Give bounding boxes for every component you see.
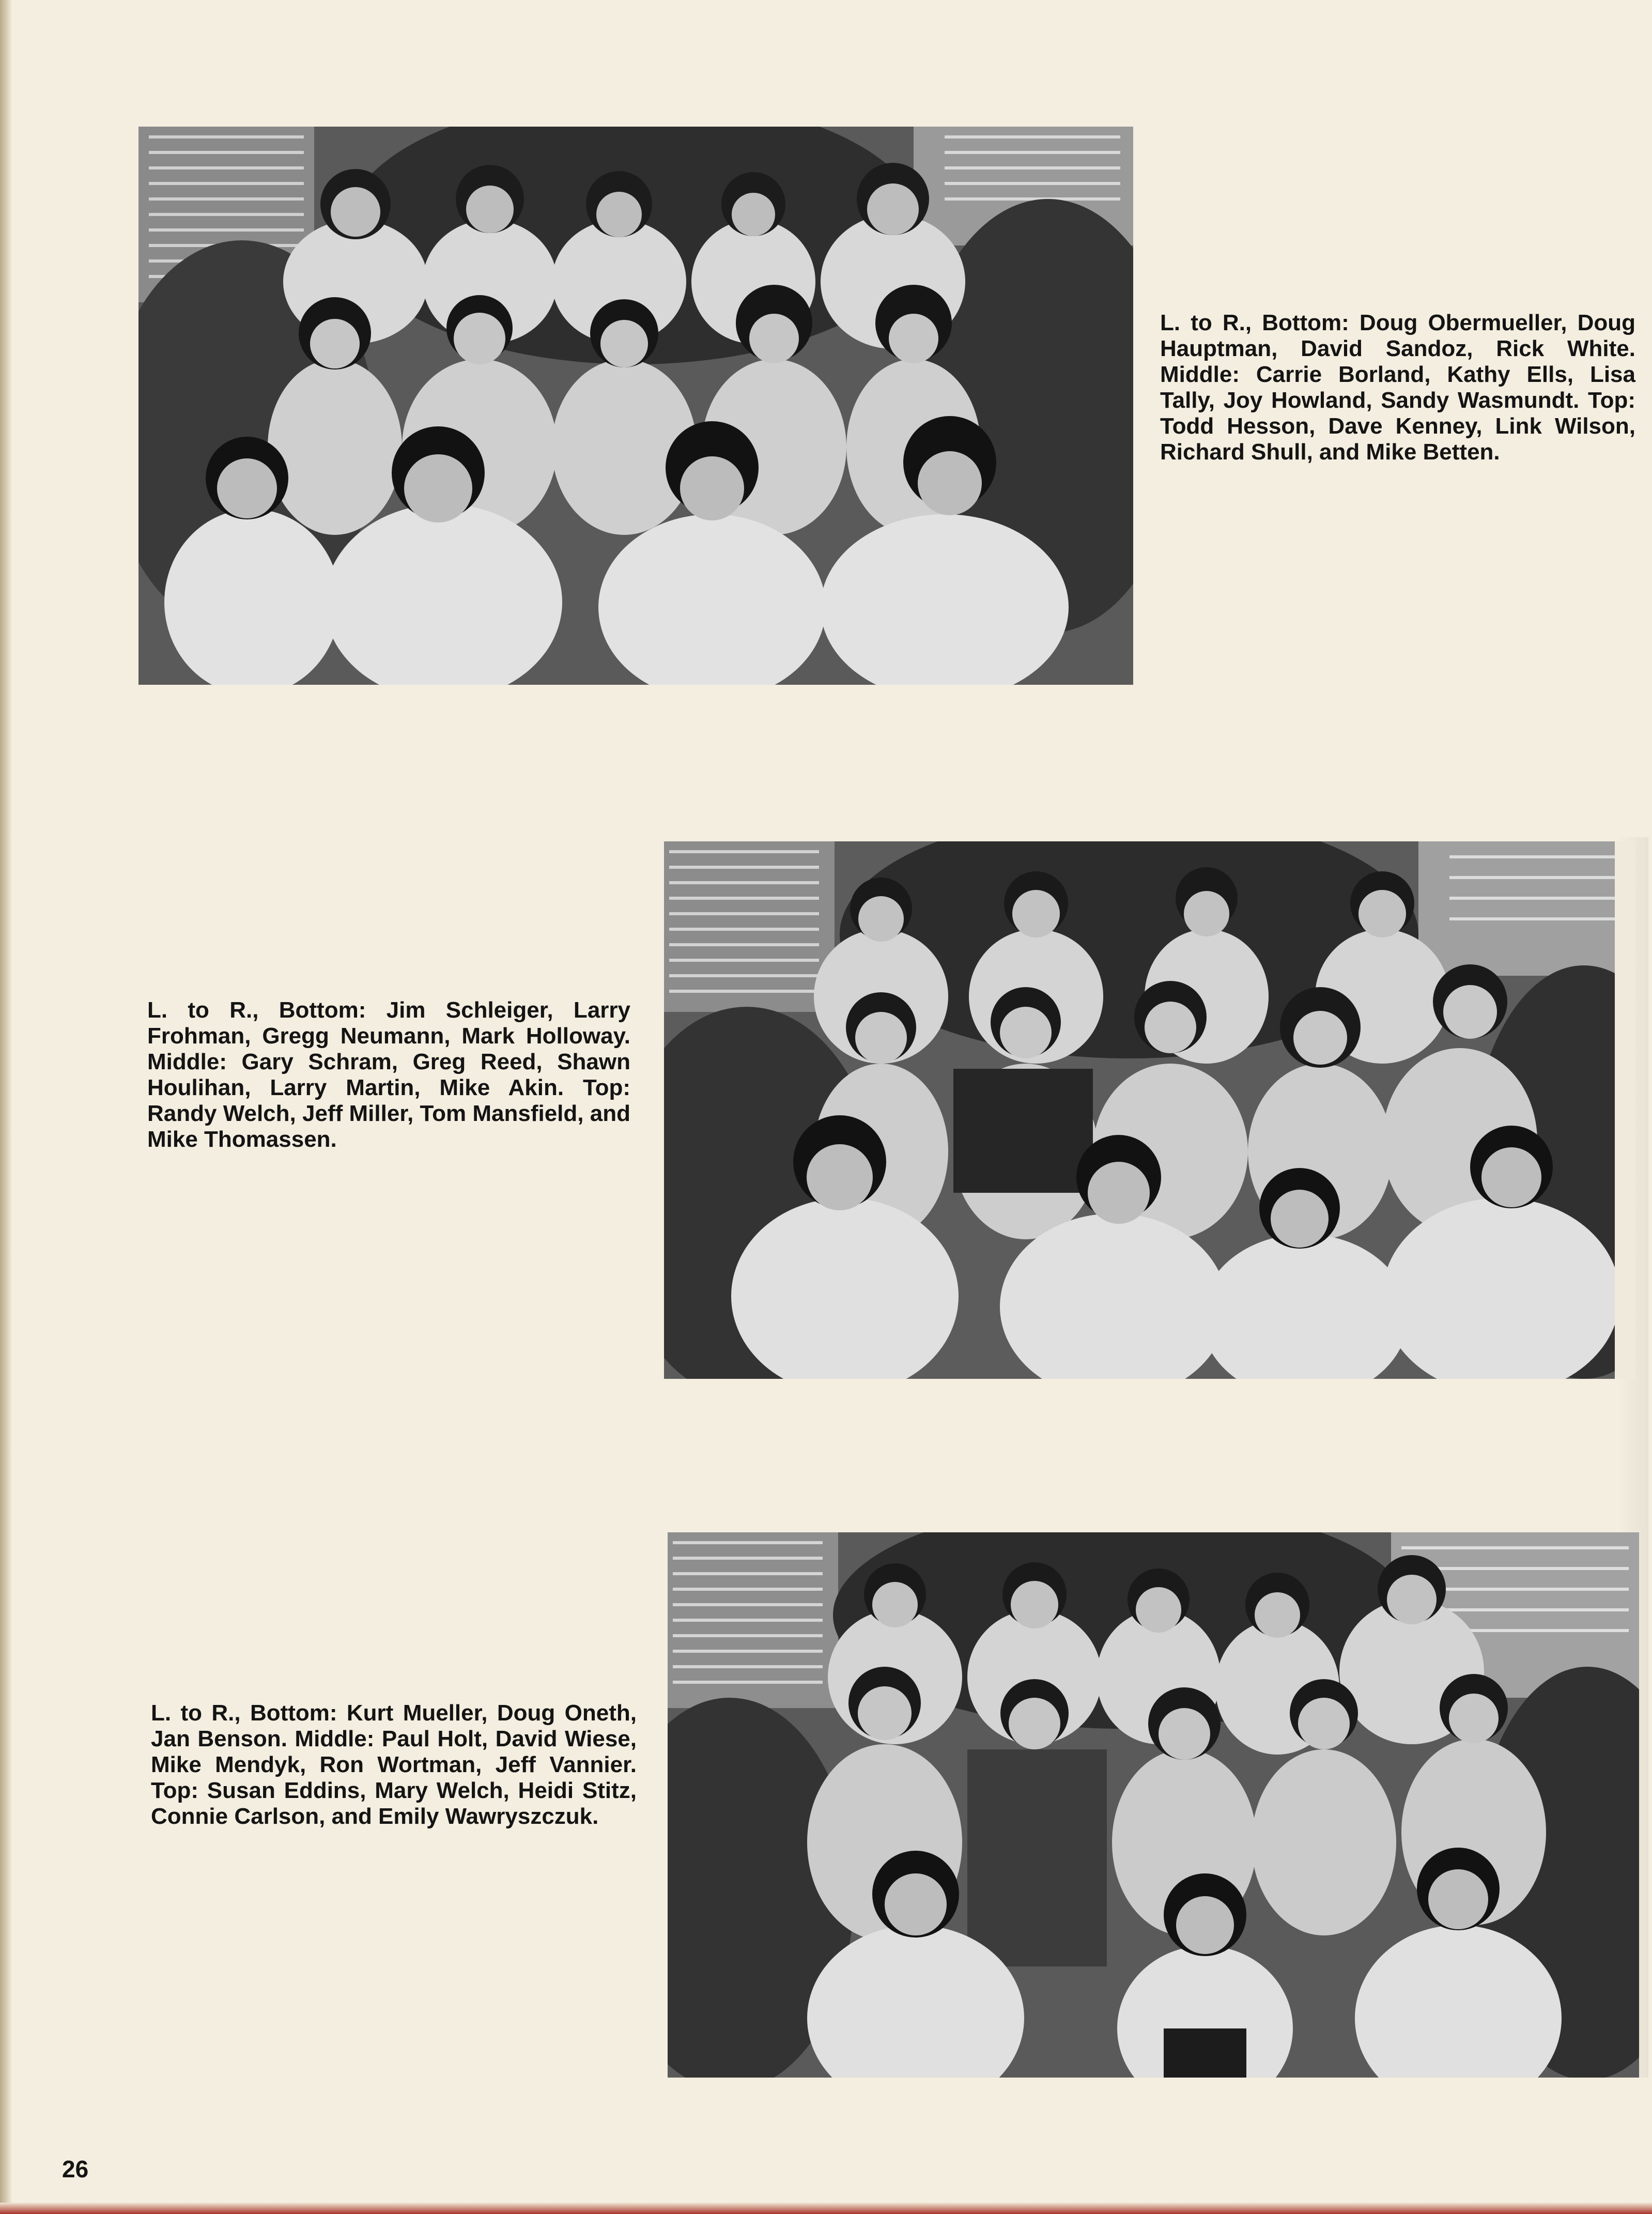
caption-photo-3: L. to R., Bottom: Kurt Mueller, Doug Oneth, Jan Benson. Middle: Paul Holt, David Wiese, Mike Mendyk, Ron Wortman, Jeff Vannier. Top: Susan Eddins, Mary Welch, Heidi Stitz, Connie Carlson, and Emily Wawryszczuk.: [151, 1700, 637, 1829]
caption-photo-2: L. to R., Bottom: Jim Schleiger, Larry Frohman, Gregg Neumann, Mark Holloway. Middle: Gary Schram, Greg Reed, Shawn Houlihan, Larry Martin, Mike Akin. Top: Randy Welch, Jeff Miller, Tom Mansfield, and Mike Thomassen.: [147, 997, 630, 1152]
caption-photo-1: L. to R., Bottom: Doug Obermueller, Doug Hauptman, David Sandoz, Rick White. Middle: Carrie Borland, Kathy Ells, Lisa Tally, Joy Howland, Sandy Wasmundt. Top: Todd Hesson, Dave Kenney, Link Wilson, Richard Shull, and Mike Betten.: [1160, 310, 1635, 465]
page-edge: [0, 0, 11, 2214]
group-photo-3-image: [668, 1532, 1639, 2078]
group-photo-2: [664, 841, 1635, 1379]
page-number: 26: [62, 2156, 89, 2182]
group-photo-1: [138, 127, 1133, 685]
group-photo-2-image: [664, 841, 1635, 1379]
group-photo-3: [668, 1532, 1639, 2078]
page-edge-bottom: [0, 2203, 1652, 2214]
group-photo-1-image: [138, 127, 1133, 685]
